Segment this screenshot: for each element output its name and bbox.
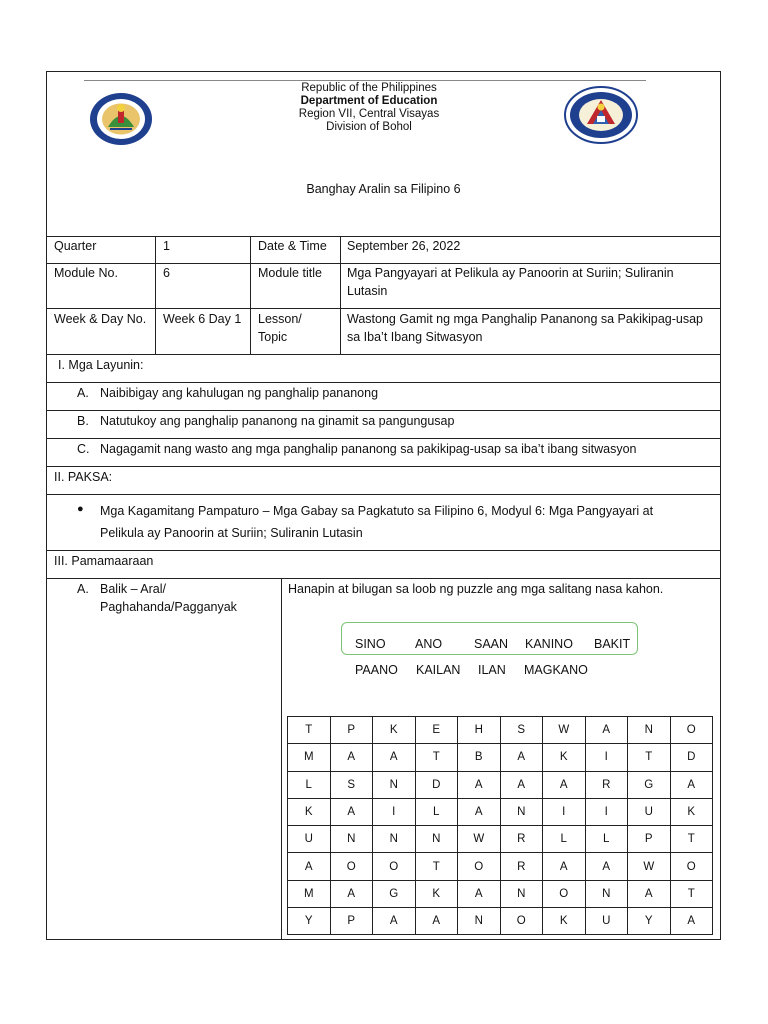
puzzle-cell[interactable]: A bbox=[415, 908, 458, 935]
puzzle-row bbox=[288, 798, 713, 825]
puzzle-cell[interactable]: A bbox=[373, 908, 416, 935]
puzzle-cell[interactable]: M bbox=[288, 880, 331, 907]
lesson-label: Lesson/ Topic bbox=[258, 312, 302, 344]
divider bbox=[46, 382, 721, 383]
puzzle-cell[interactable]: P bbox=[330, 717, 373, 744]
puzzle-cell[interactable]: K bbox=[288, 798, 331, 825]
puzzle-cell[interactable]: D bbox=[670, 744, 713, 771]
puzzle-cell[interactable]: W bbox=[543, 717, 586, 744]
puzzle-cell[interactable]: W bbox=[628, 853, 671, 880]
module-title-label: Module title bbox=[258, 266, 322, 280]
word-bank-word: BAKIT bbox=[594, 637, 631, 651]
puzzle-row bbox=[288, 826, 713, 853]
puzzle-cell[interactable]: L bbox=[585, 826, 628, 853]
puzzle-cell[interactable]: W bbox=[458, 826, 501, 853]
puzzle-cell[interactable]: A bbox=[543, 853, 586, 880]
letterhead-department: Department of Education bbox=[300, 95, 438, 107]
puzzle-cell[interactable]: U bbox=[288, 826, 331, 853]
objective-text: Natutukoy ang panghalip pananong na ginamit sa pangungusap bbox=[100, 414, 455, 428]
puzzle-cell[interactable]: L bbox=[543, 826, 586, 853]
divider bbox=[46, 550, 721, 551]
puzzle-cell[interactable]: O bbox=[330, 853, 373, 880]
puzzle-cell[interactable]: O bbox=[373, 853, 416, 880]
puzzle-cell[interactable]: A bbox=[670, 908, 713, 935]
paksa-heading: II. PAKSA: bbox=[54, 470, 113, 484]
puzzle-instruction: Hanapin at bilugan sa loob ng puzzle ang mga salitang nasa kahon. bbox=[288, 582, 664, 596]
puzzle-cell[interactable]: Y bbox=[288, 908, 331, 935]
divider bbox=[46, 466, 721, 467]
puzzle-cell[interactable]: G bbox=[628, 771, 671, 798]
puzzle-cell[interactable]: K bbox=[543, 744, 586, 771]
puzzle-cell[interactable]: A bbox=[330, 744, 373, 771]
puzzle-cell[interactable]: I bbox=[585, 744, 628, 771]
puzzle-row bbox=[288, 853, 713, 880]
puzzle-cell[interactable]: P bbox=[628, 826, 671, 853]
letterhead-republic: Republic of the Philippines bbox=[301, 82, 437, 94]
objective-marker: A. bbox=[77, 386, 89, 400]
puzzle-cell[interactable]: I bbox=[373, 798, 416, 825]
quarter-label: Quarter bbox=[54, 239, 97, 253]
puzzle-cell[interactable]: M bbox=[288, 744, 331, 771]
puzzle-cell[interactable]: P bbox=[330, 908, 373, 935]
puzzle-cell[interactable]: A bbox=[670, 771, 713, 798]
puzzle-cell[interactable]: A bbox=[330, 880, 373, 907]
puzzle-cell[interactable]: B bbox=[458, 744, 501, 771]
puzzle-cell[interactable]: N bbox=[585, 880, 628, 907]
word-search-puzzle bbox=[287, 716, 713, 935]
puzzle-cell[interactable]: G bbox=[373, 880, 416, 907]
puzzle-cell[interactable]: T bbox=[288, 717, 331, 744]
puzzle-cell[interactable]: A bbox=[628, 880, 671, 907]
word-bank-word: SINO bbox=[355, 637, 386, 651]
puzzle-cell[interactable]: R bbox=[500, 826, 543, 853]
puzzle-cell[interactable]: N bbox=[500, 880, 543, 907]
puzzle-cell[interactable]: T bbox=[670, 826, 713, 853]
puzzle-cell[interactable]: S bbox=[330, 771, 373, 798]
week-label: Week & Day No. bbox=[54, 312, 147, 326]
document-title: Banghay Aralin sa Filipino 6 bbox=[306, 182, 461, 196]
puzzle-cell[interactable]: A bbox=[458, 798, 501, 825]
puzzle-cell[interactable]: L bbox=[288, 771, 331, 798]
divider bbox=[46, 308, 721, 309]
step-marker: A. bbox=[77, 582, 89, 596]
puzzle-cell[interactable]: I bbox=[585, 798, 628, 825]
word-bank-word: MAGKANO bbox=[524, 663, 588, 677]
letterhead-region: Region VII, Central Visayas bbox=[298, 108, 440, 120]
objective-text: Naibibigay ang kahulugan ng panghalip pananong bbox=[100, 386, 379, 400]
puzzle-row bbox=[288, 744, 713, 771]
step-label: Balik – Aral/ Paghahanda/Pagganyak bbox=[100, 582, 237, 614]
puzzle-cell[interactable]: L bbox=[415, 798, 458, 825]
puzzle-cell[interactable]: T bbox=[628, 744, 671, 771]
puzzle-row bbox=[288, 880, 713, 907]
module-no-value: 6 bbox=[163, 266, 170, 280]
objective-text: Nagagamit nang wasto ang mga panghalip pananong sa pakikipag-usap sa iba’t ibang sitwasyon bbox=[100, 442, 637, 456]
puzzle-cell[interactable]: A bbox=[585, 717, 628, 744]
puzzle-cell[interactable]: O bbox=[500, 908, 543, 935]
puzzle-cell[interactable]: R bbox=[585, 771, 628, 798]
word-bank-word: KAILAN bbox=[416, 663, 461, 677]
date-label: Date & Time bbox=[258, 239, 327, 253]
paksa-text: Mga Kagamitang Pampaturo – Mga Gabay sa Pagkatuto sa Filipino 6, Modyul 6: Mga Pangyayari at Pelikula ay Panoorin at Suriin; Suliranin Lutasin bbox=[100, 504, 654, 540]
puzzle-row bbox=[288, 908, 713, 935]
puzzle-cell[interactable]: U bbox=[585, 908, 628, 935]
bullet-icon: ● bbox=[77, 503, 84, 515]
puzzle-cell[interactable]: H bbox=[458, 717, 501, 744]
puzzle-cell[interactable]: A bbox=[288, 853, 331, 880]
letterhead-division: Division of Bohol bbox=[326, 121, 412, 133]
puzzle-cell[interactable]: N bbox=[415, 826, 458, 853]
puzzle-cell[interactable]: O bbox=[670, 853, 713, 880]
puzzle-cell[interactable]: O bbox=[543, 880, 586, 907]
puzzle-cell[interactable]: O bbox=[670, 717, 713, 744]
table-column-rule bbox=[250, 236, 251, 354]
puzzle-cell[interactable]: A bbox=[500, 771, 543, 798]
puzzle-row bbox=[288, 717, 713, 744]
puzzle-cell[interactable]: I bbox=[543, 798, 586, 825]
lesson-value: Wastong Gamit ng mga Panghalip Pananong sa Pakikipag-usap sa Iba’t Ibang Sitwasyon bbox=[347, 312, 704, 344]
kagawaran-ng-edukasyon-seal-icon bbox=[563, 86, 639, 144]
divider bbox=[46, 354, 721, 355]
puzzle-cell[interactable]: N bbox=[373, 771, 416, 798]
puzzle-cell[interactable]: T bbox=[415, 853, 458, 880]
puzzle-cell[interactable]: N bbox=[500, 798, 543, 825]
divider bbox=[46, 410, 721, 411]
word-bank-word: SAAN bbox=[474, 637, 509, 651]
puzzle-cell[interactable]: K bbox=[670, 798, 713, 825]
word-bank-word: ANO bbox=[415, 637, 443, 651]
module-title-value: Mga Pangyayari at Pelikula ay Panoorin at Suriin; Suliranin Lutasin bbox=[347, 266, 674, 298]
puzzle-row bbox=[288, 771, 713, 798]
word-bank-word: KANINO bbox=[525, 637, 573, 651]
puzzle-cell[interactable]: A bbox=[373, 744, 416, 771]
puzzle-cell[interactable]: A bbox=[330, 798, 373, 825]
puzzle-cell[interactable]: A bbox=[543, 771, 586, 798]
word-bank-word: ILAN bbox=[478, 663, 506, 677]
word-bank-word: PAANO bbox=[355, 663, 398, 677]
puzzle-cell[interactable]: A bbox=[585, 853, 628, 880]
module-no-label: Module No. bbox=[54, 266, 118, 280]
puzzle-cell[interactable]: A bbox=[458, 771, 501, 798]
table-column-rule bbox=[155, 236, 156, 354]
puzzle-cell[interactable]: K bbox=[415, 880, 458, 907]
table-column-rule bbox=[340, 236, 341, 354]
puzzle-cell[interactable]: E bbox=[415, 717, 458, 744]
puzzle-cell[interactable]: U bbox=[628, 798, 671, 825]
table-column-rule bbox=[281, 578, 282, 940]
divider bbox=[46, 578, 721, 579]
puzzle-cell[interactable]: S bbox=[500, 717, 543, 744]
puzzle-cell[interactable]: Y bbox=[628, 908, 671, 935]
pamamaraan-heading: III. Pamamaaraan bbox=[54, 554, 154, 568]
date-value: September 26, 2022 bbox=[347, 239, 461, 253]
puzzle-cell[interactable]: T bbox=[415, 744, 458, 771]
divider bbox=[46, 494, 721, 495]
puzzle-cell[interactable]: N bbox=[330, 826, 373, 853]
puzzle-cell[interactable]: K bbox=[543, 908, 586, 935]
quarter-value: 1 bbox=[163, 239, 170, 253]
week-value: Week 6 Day 1 bbox=[163, 312, 242, 326]
objective-marker: B. bbox=[77, 414, 89, 428]
objective-marker: C. bbox=[77, 442, 90, 456]
puzzle-cell[interactable]: R bbox=[500, 853, 543, 880]
letterhead-rule bbox=[84, 80, 646, 81]
puzzle-cell[interactable]: A bbox=[500, 744, 543, 771]
puzzle-cell[interactable]: T bbox=[670, 880, 713, 907]
puzzle-cell[interactable]: O bbox=[458, 853, 501, 880]
puzzle-cell[interactable]: N bbox=[628, 717, 671, 744]
puzzle-cell[interactable]: N bbox=[458, 908, 501, 935]
puzzle-cell[interactable]: N bbox=[373, 826, 416, 853]
objectives-heading: I. Mga Layunin: bbox=[58, 358, 144, 372]
deped-bohol-seal-icon bbox=[88, 91, 154, 147]
puzzle-cell[interactable]: A bbox=[458, 880, 501, 907]
puzzle-cell[interactable]: K bbox=[373, 717, 416, 744]
divider bbox=[46, 438, 721, 439]
puzzle-cell[interactable]: D bbox=[415, 771, 458, 798]
